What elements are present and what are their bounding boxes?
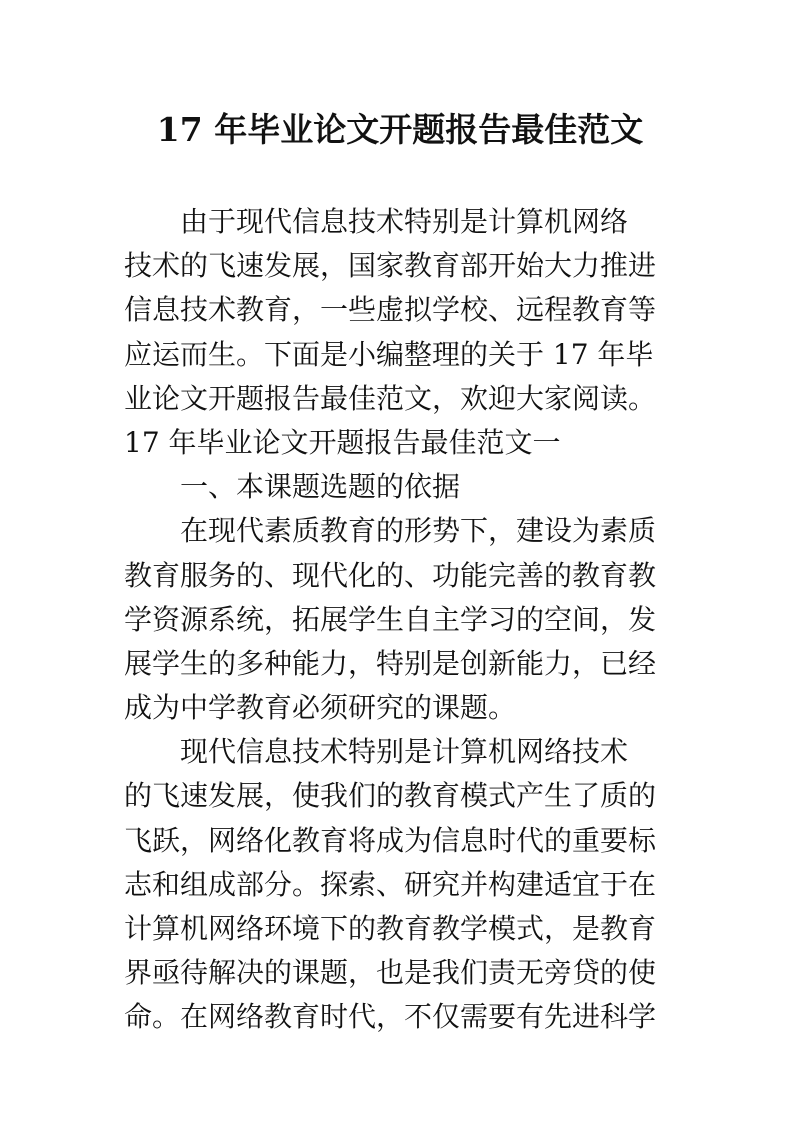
text-line: 现代信息技术特别是计算机网络技术 [180,735,629,769]
text-line: 应运而生。下面是小编整理的关于 17 年毕 [124,337,654,371]
text-line: 在现代素质教育的形势下，建设为素质 [180,514,657,548]
text-line: 命。在网络教育时代，不仅需要有先进科学 [124,1000,657,1034]
text-line: 一、本课题选题的依据 [180,470,461,504]
text-line: 教育服务的、现代化的、功能完善的教育教 [124,558,657,592]
text-line: 计算机网络环境下的教育教学模式，是教育 [124,912,657,945]
document-body [124,200,684,1040]
text-line: 业论文开题报告最佳范文，欢迎大家阅读。 [124,381,657,415]
text-line: 界亟待解决的课题，也是我们责无旁贷的使 [124,956,657,990]
text-line: 信息技术教育，一些虚拟学校、远程教育等 [124,293,657,327]
text-line: 17 年毕业论文开题报告最佳范文一 [124,425,561,459]
text-line: 学资源系统，拓展学生自主学习的空间，发 [124,602,657,636]
text-line: 展学生的多种能力，特别是创新能力，已经 [124,646,657,680]
text-line: 由于现代信息技术特别是计算机网络 [180,205,629,238]
text-line: 技术的飞速发展，国家教育部开始大力推进 [124,249,657,283]
text-line: 成为中学教育必须研究的课题。 [124,691,517,725]
document-title: 17 年毕业论文开题报告最佳范文 [156,110,644,149]
text-line: 的飞速发展，使我们的教育模式产生了质的 [124,779,657,813]
text-line: 志和组成部分。探索、研究并构建适宜于在 [124,867,657,901]
text-line: 飞跃，网络化教育将成为信息时代的重要标 [124,823,657,857]
